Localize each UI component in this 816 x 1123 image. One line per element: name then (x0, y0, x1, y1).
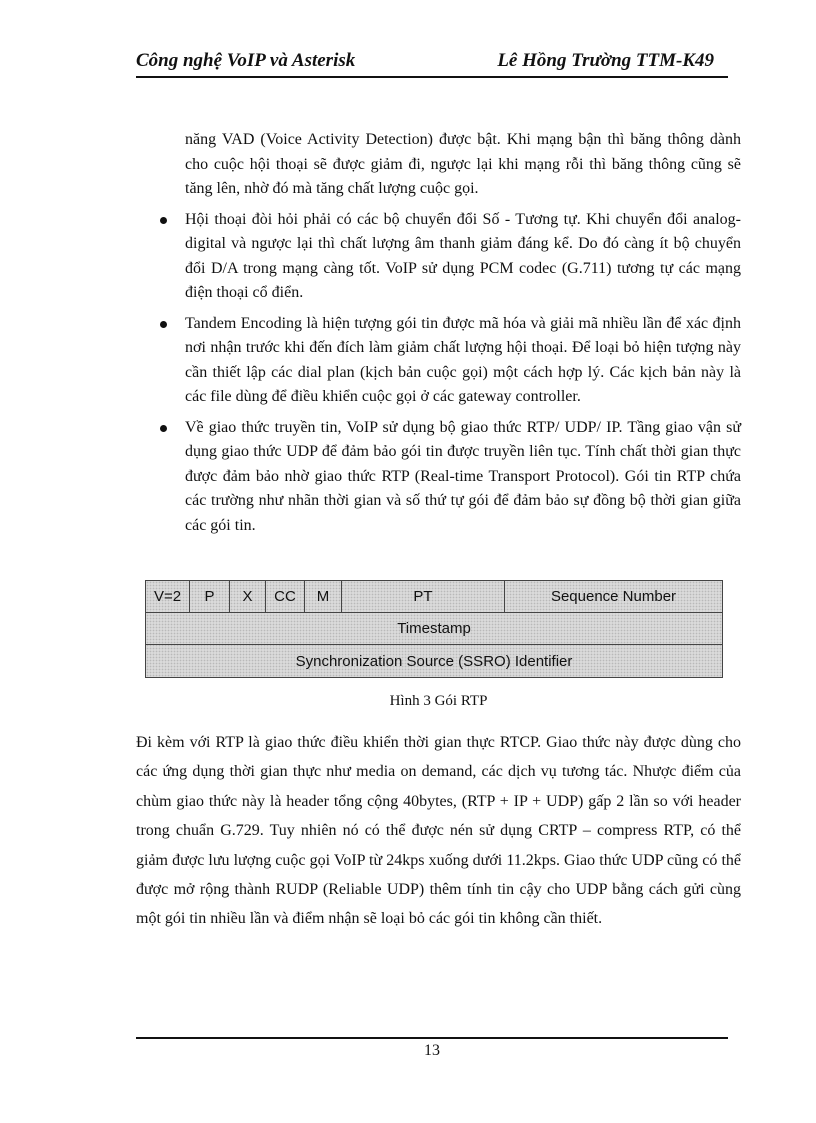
rtp-field-marker: M (305, 581, 342, 612)
rtp-field-ssrc: Synchronization Source (SSRO) Identifier (295, 652, 573, 670)
rtp-field-timestamp: Timestamp (397, 620, 471, 637)
rtp-row-ssrc (146, 645, 722, 677)
page-header (136, 48, 728, 78)
bullet-item (136, 312, 741, 410)
bullet-dot-icon (160, 425, 167, 432)
rtp-field-padding: P (190, 581, 230, 612)
bullet-dot-icon (160, 217, 167, 224)
rtp-field-payload-type: PT (342, 581, 505, 612)
header-title: Công nghệ VoIP và Asterisk (136, 50, 356, 71)
rtp-field-version: V=2 (146, 581, 190, 612)
rtcp-paragraph: Đi kèm với RTP là giao thức điều khiển thời gian thực RTCP. Giao thức này được dùng cho các ứng dụng thời gian thực như media on demand, các dịch vụ tương tác. Nhược điểm của chùm giao thức này là header tổng cộng 40bytes, (RTP + IP + UDP) gấp 2 lần so với header trong chuẩn G.729. Tuy nhiên nó có thể được nén sử dụng CRTP – compress RTP, có thể giảm được lưu lượng cuộc gọi VoIP từ 24kps xuống dưới 11.2kps. Giao thức UDP cũng có thể được mở rộng thành RUDP (Reliable UDP) thêm tính tin cậy cho UDP bằng cách gửi cùng một gói tin nhiều lần và điểm nhận sẽ loại bỏ các gói tin không cần thiết. (136, 734, 741, 928)
rtp-row-timestamp (146, 613, 722, 645)
rtp-row-fields (146, 581, 722, 613)
rtp-field-sequence-number: Sequence Number (550, 588, 677, 605)
bullet-text: Về giao thức truyền tin, VoIP sử dụng bộ giao thức RTP/ UDP/ IP. Tầng giao vận sử dụng giao thức UDP để đảm bảo gói tin được truyền liên tục. Tính chất thời gian thực được đảm bảo nhờ giao thức RTP (Real-time Transport Protocol). Gói tin RTP chứa các trường như nhãn thời gian và số thứ tự gói để đảm bảo sự đồng bộ thời gian giữa các gói tin. (185, 418, 741, 534)
header-author: Lê Hồng Trường TTM-K49 (497, 50, 714, 71)
body-text (136, 128, 741, 538)
page-number: 13 (424, 1042, 440, 1059)
rtp-field-csrc-count: CC (266, 581, 305, 612)
rtp-header-figure (145, 580, 723, 678)
figure-caption: Hình 3 Gói RTP (389, 693, 488, 709)
rtp-field-extension: X (230, 581, 266, 612)
footer-divider (136, 1037, 728, 1039)
bullet-dot-icon (160, 321, 167, 328)
bullet-text: Hội thoại đòi hỏi phải có các bộ chuyển đổi Số - Tương tự. Khi chuyển đổi analog-digital và ngược lại thì chất lượng âm thanh giảm đáng kể. Do đó càng ít bộ chuyển đổi D/A trong mạng càng tốt. VoIP sử dụng PCM codec (G.711) tương tự các mạng điện thoại cổ điển. (185, 210, 741, 301)
bullet-text: Tandem Encoding là hiện tượng gói tin được mã hóa và giải mã nhiều lần để xác định nơi nhận trước khi đến đích làm giảm chất lượng hội thoại. Để loại bỏ hiện tượng này cần thiết lập các dial plan (kịch bản cuộc gọi) một cách hợp lý. Các kịch bản này là các file dùng để điều khiển cuộc gọi ở các gateway controller. (185, 314, 741, 405)
continuation-paragraph: năng VAD (Voice Activity Detection) được bật. Khi mạng bận thì băng thông dành cho cuộc hội thoại sẽ được giảm đi, ngược lại khi mạng rỗi thì băng thông cũng sẽ tăng lên, nhờ đó mà tăng chất lượng cuộc gọi. (185, 131, 741, 197)
bullet-item (136, 208, 741, 306)
bullet-item (136, 416, 741, 539)
